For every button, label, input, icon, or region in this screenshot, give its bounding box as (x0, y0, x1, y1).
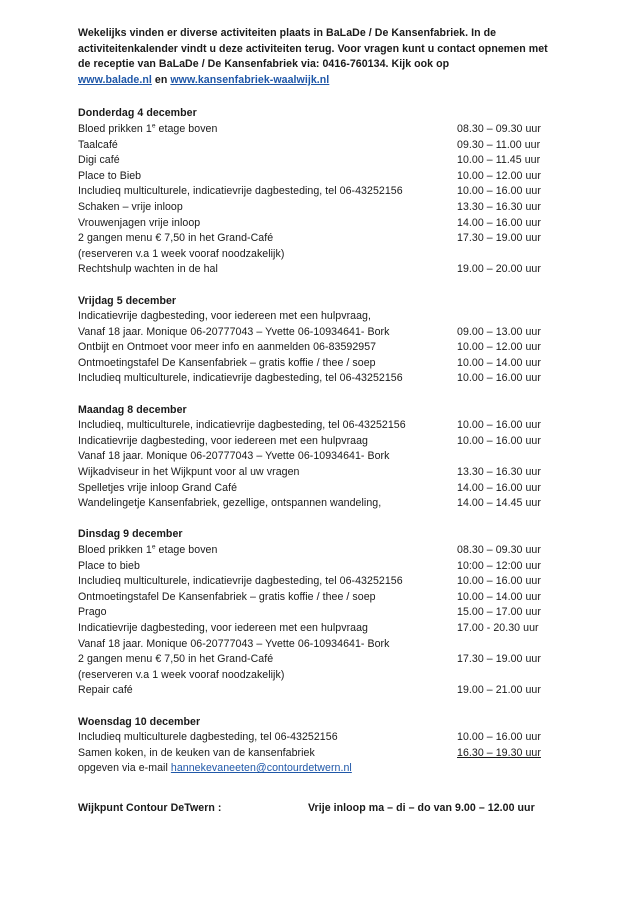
activity-row (78, 559, 580, 575)
activity-row (78, 200, 580, 216)
activity-label: Indicatievrije dagbesteding, voor iedereen met een hulpvraag (78, 621, 368, 634)
day-block (78, 106, 580, 278)
activity-label: Place to bieb (78, 559, 140, 572)
day-block (78, 527, 580, 699)
activity-label: Indicatievrije dagbesteding, voor iedereen met een hulpvraag, (78, 310, 371, 323)
activity-row (78, 590, 580, 606)
kansenfabriek-website-link[interactable]: www.kansenfabriek-waalwijk.nl (170, 73, 330, 86)
ordinal-superscript: e (151, 543, 156, 551)
day-rows (78, 730, 580, 777)
activity-row (78, 247, 580, 263)
activity-label: Includieq multiculturele dagbesteding, tel 06-43252156 (78, 731, 338, 744)
day-heading: Maandag 8 december (78, 403, 187, 416)
activity-row (78, 231, 580, 247)
day-heading: Vrijdag 5 december (78, 294, 177, 307)
day-block (78, 403, 580, 512)
activity-time: 10.00 – 16.00 uur (457, 575, 541, 588)
activity-row (78, 216, 580, 232)
activity-time: 17.00 - 20.30 uur (457, 621, 539, 634)
activity-label: 2 gangen menu € 7,50 in het Grand-Café (78, 232, 274, 245)
activity-time: 13.30 – 16.30 uur (457, 466, 541, 479)
activity-label: Taalcafé (78, 138, 118, 151)
activity-label: Wijkadviseur in het Wijkpunt voor al uw vragen (78, 466, 300, 479)
activity-label: Samen koken, in de keuken van de kansenfabriek (78, 746, 315, 759)
activity-text-post: etage boven (155, 544, 218, 556)
activity-row (78, 637, 580, 653)
activity-label: Indicatievrije dagbesteding, voor iedereen met een hulpvraag (78, 434, 368, 447)
activity-row (78, 543, 580, 559)
activity-row (78, 652, 580, 668)
activity-time: 10.00 – 14.00 uur (457, 590, 541, 603)
activity-label: Repair café (78, 684, 133, 697)
activity-time: 16.30 – 19.30 uur (457, 746, 541, 759)
activity-label: Place to Bieb (78, 169, 142, 182)
activity-row (78, 605, 580, 621)
footer-row (78, 801, 580, 817)
intro-line-3: met de receptie van BaLaDe / De Kansenfabriek via: 0416-760134. Kijk ook op (78, 42, 548, 71)
activity-time: 10.00 – 16.00 uur (457, 434, 541, 447)
activity-label: Vanaf 18 jaar. Monique 06-20777043 – Yvette 06-10934641- Bork (78, 325, 390, 338)
intro-paragraph (78, 26, 548, 88)
activity-time: 14.00 – 16.00 uur (457, 481, 541, 494)
activity-time: 14.00 – 14.45 uur (457, 497, 541, 510)
activity-row (78, 122, 580, 138)
intro-line-2: activiteitenkalender vindt u deze activiteiten terug. Voor vragen kunt u contact opnemen (78, 42, 526, 55)
activity-time: 09.00 – 13.00 uur (457, 325, 541, 338)
activity-label: Includieq multiculturele, indicatievrije dagbesteding, tel 06-43252156 (78, 575, 403, 588)
activity-time: 10.00 – 12.00 uur (457, 169, 541, 182)
activity-time: 10.00 – 14.00 uur (457, 356, 541, 369)
activity-label: Ontmoetingstafel De Kansenfabriek – gratis koffie / thee / soep (78, 590, 376, 603)
activity-label: Schaken – vrije inloop (78, 200, 183, 213)
day-block (78, 294, 580, 388)
activity-time: 10:00 – 12:00 uur (457, 559, 541, 572)
activity-row (78, 574, 580, 590)
activity-row (78, 371, 580, 387)
activity-time: 08.30 – 09.30 uur (457, 122, 541, 135)
activity-label: Vanaf 18 jaar. Monique 06-20777043 – Yvette 06-10934641- Bork (78, 450, 390, 463)
activity-label (78, 122, 457, 138)
activity-label: (reserveren v.a 1 week vooraf noodzakelijk) (78, 668, 285, 681)
activity-row (78, 325, 580, 341)
activity-label: Ontbijt en Ontmoet voor meer info en aanmelden 06-83592957 (78, 341, 377, 354)
activity-row (78, 138, 580, 154)
day-rows (78, 418, 580, 512)
activity-row (78, 481, 580, 497)
day-rows (78, 122, 580, 278)
activity-time: 10.00 – 16.00 uur (457, 185, 541, 198)
activity-time: 10.00 – 11.45 uur (457, 154, 541, 167)
activity-label: Ontmoetingstafel De Kansenfabriek – gratis koffie / thee / soep (78, 356, 376, 369)
activity-time: 10.00 – 12.00 uur (457, 341, 541, 354)
activity-time: 10.00 – 16.00 uur (457, 419, 541, 432)
activity-time: 09.30 – 11.00 uur (457, 138, 541, 151)
ordinal-superscript: e (151, 122, 156, 130)
footer-label: Wijkpunt Contour DeTwern : (78, 801, 222, 814)
activity-row (78, 621, 580, 637)
activity-time: 19.00 – 20.00 uur (457, 263, 541, 276)
intro-line-1: Wekelijks vinden er diverse activiteiten plaats in BaLaDe / De Kansenfabriek. In de (78, 27, 497, 39)
activity-label: Digi café (78, 154, 120, 167)
activity-time: 15.00 – 17.00 uur (457, 606, 541, 619)
activity-row (78, 465, 580, 481)
activity-schedule (78, 106, 580, 777)
activity-label: Vanaf 18 jaar. Monique 06-20777043 – Yvette 06-10934641- Bork (78, 637, 390, 650)
email-link[interactable]: hannekevaneeten@contourdetwern.nl (170, 762, 352, 775)
day-heading: Dinsdag 9 december (78, 528, 183, 541)
activity-label: Rechtshulp wachten in de hal (78, 263, 218, 276)
activity-label: 2 gangen menu € 7,50 in het Grand-Café (78, 653, 274, 666)
footer-opening-hours: Vrije inloop ma – di – do van 9.00 – 12.00 uur (308, 801, 535, 814)
activity-time: 13.30 – 16.30 uur (457, 200, 541, 213)
activity-label: Includieq, multiculturele, indicatievrije dagbesteding, tel 06-43252156 (78, 419, 406, 432)
activity-row (78, 340, 580, 356)
activity-time: 17.30 – 19.00 uur (457, 232, 541, 245)
activity-row (78, 262, 580, 278)
day-block (78, 715, 580, 777)
activity-row (78, 356, 580, 372)
balade-website-link[interactable]: www.balade.nl (78, 73, 152, 86)
intro-conjunction: en (154, 73, 168, 86)
activity-row (78, 169, 580, 185)
activity-label: Prago (78, 606, 107, 619)
activity-time: 08.30 – 09.30 uur (457, 544, 541, 556)
activity-row (78, 683, 580, 699)
activity-label: Includieq multiculturele, indicatievrije dagbesteding, tel 06-43252156 (78, 372, 403, 385)
activity-label: Includieq multiculturele, indicatievrije dagbesteding, tel 06-43252156 (78, 185, 403, 198)
activity-row (78, 153, 580, 169)
activity-time: 19.00 – 21.00 uur (457, 684, 541, 697)
activity-row (78, 761, 580, 777)
activity-label: Wandelingetje Kansenfabriek, gezellige, ontspannen wandeling, (78, 497, 382, 510)
activity-time: 14.00 – 16.00 uur (457, 216, 541, 229)
activity-row (78, 309, 580, 325)
activity-row (78, 746, 580, 762)
activity-label (78, 761, 457, 777)
activity-text-post: etage boven (155, 122, 218, 135)
activity-text-pre: opgeven via e-mail (78, 762, 171, 775)
activity-text-pre: Bloed prikken 1 (78, 544, 152, 556)
activity-row (78, 449, 580, 465)
activity-row (78, 496, 580, 512)
activity-row (78, 668, 580, 684)
activity-row (78, 184, 580, 200)
day-rows (78, 309, 580, 387)
activity-label: (reserveren v.a 1 week vooraf noodzakelijk) (78, 247, 285, 260)
activity-row (78, 730, 580, 746)
day-heading: Donderdag 4 december (78, 107, 197, 120)
activity-time: 10.00 – 16.00 uur (457, 372, 541, 385)
activity-text-pre: Bloed prikken 1 (78, 122, 152, 135)
activity-label: Spelletjes vrije inloop Grand Café (78, 481, 238, 494)
activity-label (78, 543, 457, 559)
activity-time: 17.30 – 19.00 uur (457, 653, 541, 666)
day-heading: Woensdag 10 december (78, 715, 201, 728)
activity-time: 10.00 – 16.00 uur (457, 731, 541, 744)
activity-row (78, 434, 580, 450)
activity-label: Vrouwenjagen vrije inloop (78, 216, 201, 229)
day-rows (78, 543, 580, 699)
activity-row (78, 418, 580, 434)
